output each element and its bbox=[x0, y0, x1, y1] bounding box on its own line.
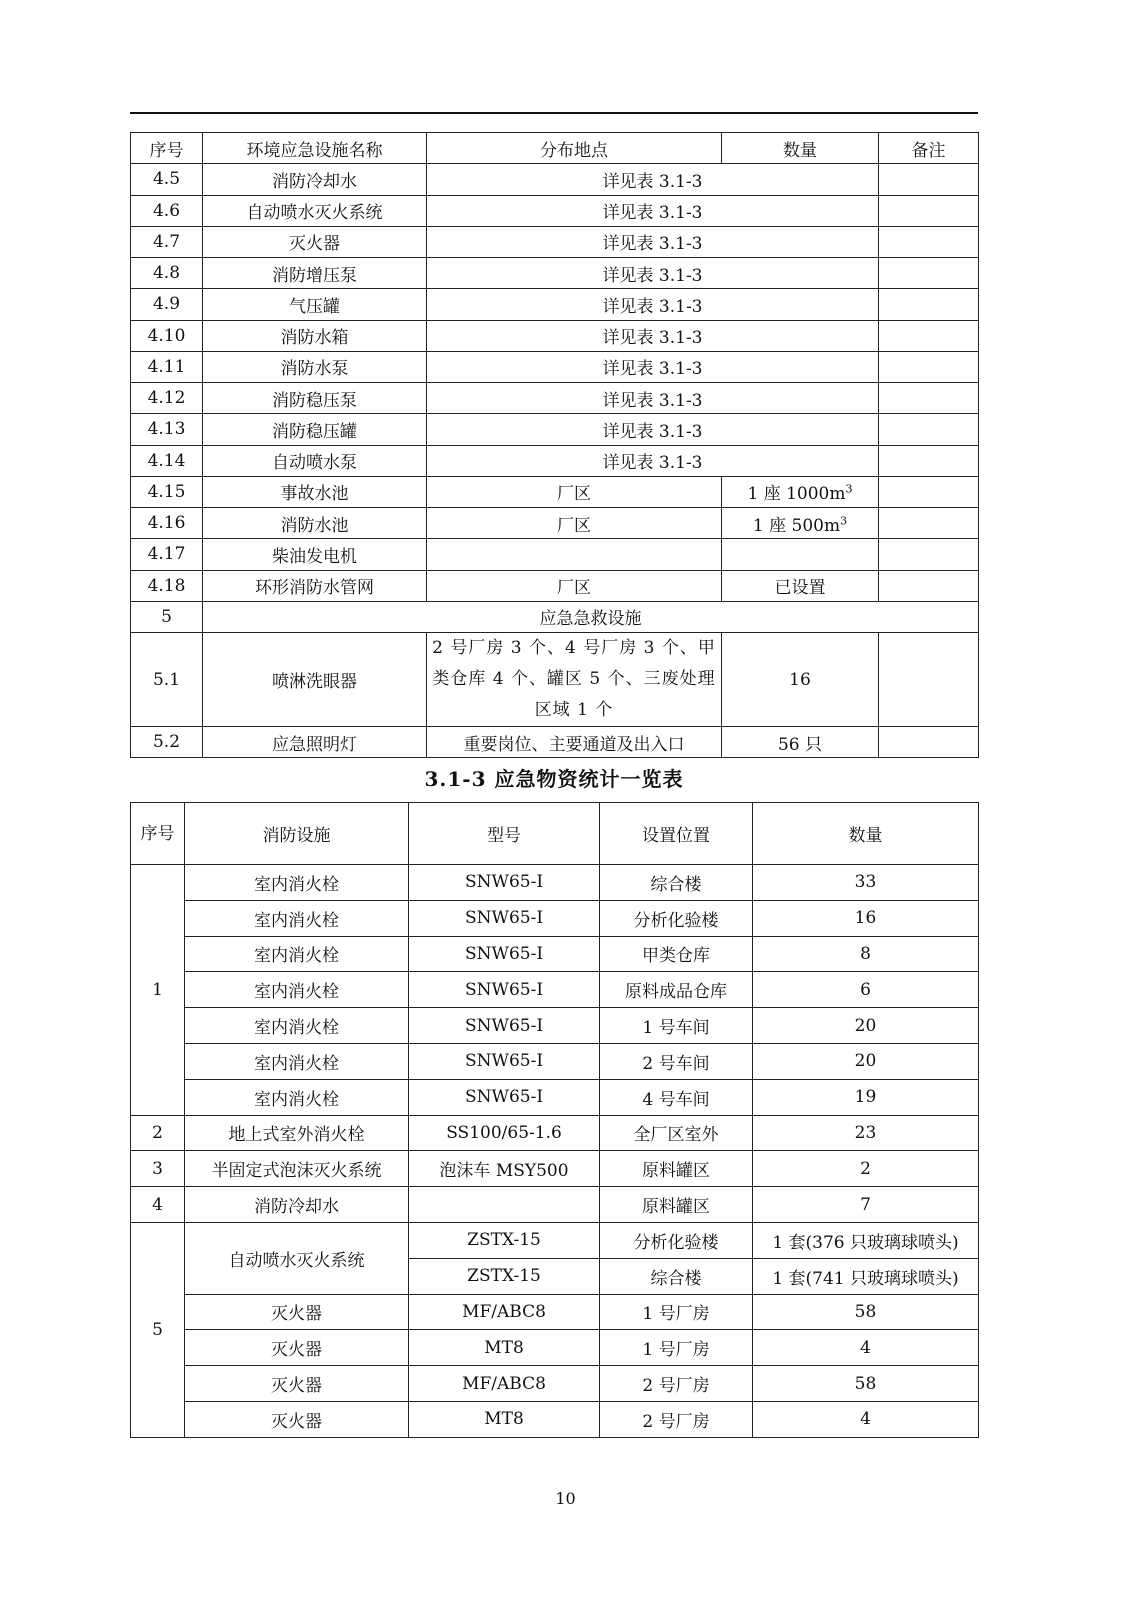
table-row bbox=[131, 1294, 979, 1330]
row-model bbox=[409, 1187, 600, 1223]
row-quantity: 2 bbox=[753, 1151, 979, 1187]
row-location: 厂区 bbox=[427, 570, 722, 601]
row-quantity: 已设置 bbox=[722, 570, 879, 601]
row-facility: 室内消火栓 bbox=[185, 936, 409, 972]
column-header-facility: 消防设施 bbox=[185, 803, 409, 865]
row-position: 分析化验楼 bbox=[600, 1222, 753, 1258]
row-quantity: 19 bbox=[753, 1079, 979, 1115]
row-no: 5.2 bbox=[131, 727, 203, 758]
row-location: 详见表 3.1-3 bbox=[427, 195, 879, 226]
row-position: 2 号车间 bbox=[600, 1043, 753, 1079]
header-rule bbox=[130, 112, 978, 114]
row-no: 4.14 bbox=[131, 445, 203, 476]
row-quantity: 8 bbox=[753, 936, 979, 972]
row-no: 4.8 bbox=[131, 258, 203, 289]
row-quantity: 16 bbox=[722, 633, 879, 727]
table-row bbox=[131, 1187, 979, 1223]
row-facility: 室内消火栓 bbox=[185, 1079, 409, 1115]
row-facility: 室内消火栓 bbox=[185, 865, 409, 901]
row-model: MF/ABC8 bbox=[409, 1294, 600, 1330]
row-model: 泡沫车 MSY500 bbox=[409, 1151, 600, 1187]
table-row bbox=[131, 727, 979, 758]
row-location: 详见表 3.1-3 bbox=[427, 445, 879, 476]
row-no: 4.7 bbox=[131, 226, 203, 257]
table-row bbox=[131, 351, 979, 382]
table-row bbox=[131, 1222, 979, 1258]
row-remark bbox=[879, 727, 979, 758]
table-row bbox=[131, 1151, 979, 1187]
table-row bbox=[131, 900, 979, 936]
row-quantity bbox=[722, 476, 879, 507]
row-quantity bbox=[722, 539, 879, 570]
row-name: 消防稳压泵 bbox=[203, 383, 427, 414]
table-row bbox=[131, 1330, 979, 1366]
column-header-position: 设置位置 bbox=[600, 803, 753, 865]
table-row bbox=[131, 1079, 979, 1115]
unit-superscript: 3 bbox=[845, 482, 853, 496]
row-no: 4.11 bbox=[131, 351, 203, 382]
column-header-quantity: 数量 bbox=[722, 133, 879, 164]
row-facility: 室内消火栓 bbox=[185, 1043, 409, 1079]
row-no: 4.10 bbox=[131, 320, 203, 351]
row-quantity: 20 bbox=[753, 1043, 979, 1079]
row-remark bbox=[879, 320, 979, 351]
row-remark bbox=[879, 414, 979, 445]
row-no: 4.13 bbox=[131, 414, 203, 445]
row-remark bbox=[879, 633, 979, 727]
table-row bbox=[131, 289, 979, 320]
row-facility: 地上式室外消火栓 bbox=[185, 1115, 409, 1151]
row-name: 环形消防水管网 bbox=[203, 570, 427, 601]
row-location: 详见表 3.1-3 bbox=[427, 351, 879, 382]
row-name: 消防冷却水 bbox=[203, 164, 427, 195]
row-facility: 灭火器 bbox=[185, 1401, 409, 1437]
row-remark bbox=[879, 508, 979, 539]
row-name: 气压罐 bbox=[203, 289, 427, 320]
unit-superscript: 3 bbox=[840, 513, 848, 527]
row-facility: 灭火器 bbox=[185, 1294, 409, 1330]
row-facility: 室内消火栓 bbox=[185, 972, 409, 1008]
table-row bbox=[131, 258, 979, 289]
row-location: 详见表 3.1-3 bbox=[427, 320, 879, 351]
supplies-table bbox=[130, 802, 979, 1438]
table-row bbox=[131, 226, 979, 257]
table-row bbox=[131, 164, 979, 195]
row-location: 重要岗位、主要通道及出入口 bbox=[427, 727, 722, 758]
row-model: SNW65-I bbox=[409, 865, 600, 901]
row-quantity: 58 bbox=[753, 1366, 979, 1402]
row-no: 4.5 bbox=[131, 164, 203, 195]
row-name: 消防稳压罐 bbox=[203, 414, 427, 445]
row-position: 原料罐区 bbox=[600, 1187, 753, 1223]
row-remark bbox=[879, 445, 979, 476]
row-remark bbox=[879, 226, 979, 257]
row-position: 甲类仓库 bbox=[600, 936, 753, 972]
page-number: 10 bbox=[555, 1489, 576, 1508]
table-row bbox=[131, 972, 979, 1008]
row-name: 消防水泵 bbox=[203, 351, 427, 382]
row-position: 全厂区室外 bbox=[600, 1115, 753, 1151]
row-no: 4.16 bbox=[131, 508, 203, 539]
row-model: SNW65-I bbox=[409, 1043, 600, 1079]
row-quantity: 58 bbox=[753, 1294, 979, 1330]
table-header-row bbox=[131, 133, 979, 164]
row-no: 1 bbox=[131, 865, 185, 1116]
row-model: ZSTX-15 bbox=[409, 1222, 600, 1258]
row-position: 综合楼 bbox=[600, 1258, 753, 1294]
row-location: 厂区 bbox=[427, 508, 722, 539]
row-quantity: 7 bbox=[753, 1187, 979, 1223]
row-remark bbox=[879, 195, 979, 226]
row-name: 消防增压泵 bbox=[203, 258, 427, 289]
row-name: 应急照明灯 bbox=[203, 727, 427, 758]
row-name: 消防水池 bbox=[203, 508, 427, 539]
table-row bbox=[131, 1008, 979, 1044]
row-model: MT8 bbox=[409, 1330, 600, 1366]
table-row bbox=[131, 383, 979, 414]
row-model: SNW65-I bbox=[409, 1008, 600, 1044]
row-model: ZSTX-15 bbox=[409, 1258, 600, 1294]
row-location: 详见表 3.1-3 bbox=[427, 226, 879, 257]
column-header-location: 分布地点 bbox=[427, 133, 722, 164]
row-no: 4.9 bbox=[131, 289, 203, 320]
table-row bbox=[131, 865, 979, 901]
column-header-name: 环境应急设施名称 bbox=[203, 133, 427, 164]
row-position: 1 号车间 bbox=[600, 1008, 753, 1044]
facilities-table bbox=[130, 132, 979, 758]
row-no: 5 bbox=[131, 1222, 185, 1437]
row-remark bbox=[879, 476, 979, 507]
row-position: 原料罐区 bbox=[600, 1151, 753, 1187]
row-model: SNW65-I bbox=[409, 936, 600, 972]
row-model: SS100/65-1.6 bbox=[409, 1115, 600, 1151]
row-remark bbox=[879, 539, 979, 570]
row-no: 5.1 bbox=[131, 633, 203, 727]
row-location: 2 号厂房 3 个、4 号厂房 3 个、甲类仓库 4 个、罐区 5 个、三废处理区域 1 个 bbox=[427, 633, 722, 727]
row-quantity: 20 bbox=[753, 1008, 979, 1044]
row-quantity bbox=[722, 508, 879, 539]
row-position: 综合楼 bbox=[600, 865, 753, 901]
row-position: 2 号厂房 bbox=[600, 1366, 753, 1402]
row-facility: 自动喷水灭火系统 bbox=[185, 1222, 409, 1294]
table-row bbox=[131, 570, 979, 601]
row-facility: 灭火器 bbox=[185, 1330, 409, 1366]
row-name: 消防水箱 bbox=[203, 320, 427, 351]
row-no: 4.12 bbox=[131, 383, 203, 414]
table-caption: 3.1-3 应急物资统计一览表 bbox=[424, 767, 684, 791]
row-facility: 灭火器 bbox=[185, 1366, 409, 1402]
row-position: 4 号车间 bbox=[600, 1079, 753, 1115]
table-row bbox=[131, 1401, 979, 1437]
row-facility: 室内消火栓 bbox=[185, 1008, 409, 1044]
row-name: 自动喷水泵 bbox=[203, 445, 427, 476]
table-row bbox=[131, 936, 979, 972]
row-position: 1 号厂房 bbox=[600, 1294, 753, 1330]
row-no: 4.6 bbox=[131, 195, 203, 226]
table-row bbox=[131, 1366, 979, 1402]
row-remark bbox=[879, 258, 979, 289]
table-row bbox=[131, 539, 979, 570]
row-position: 2 号厂房 bbox=[600, 1401, 753, 1437]
table-row bbox=[131, 633, 979, 727]
table-row bbox=[131, 320, 979, 351]
row-location: 详见表 3.1-3 bbox=[427, 164, 879, 195]
row-name: 灭火器 bbox=[203, 226, 427, 257]
row-quantity: 1 套(741 只玻璃球喷头) bbox=[753, 1258, 979, 1294]
column-header-no: 序号 bbox=[131, 133, 203, 164]
table-row bbox=[131, 476, 979, 507]
row-location: 详见表 3.1-3 bbox=[427, 383, 879, 414]
row-no: 3 bbox=[131, 1151, 185, 1187]
row-location: 详见表 3.1-3 bbox=[427, 289, 879, 320]
row-name: 柴油发电机 bbox=[203, 539, 427, 570]
row-location: 详见表 3.1-3 bbox=[427, 414, 879, 445]
row-no: 4 bbox=[131, 1187, 185, 1223]
row-no: 5 bbox=[131, 601, 203, 632]
column-header-remark: 备注 bbox=[879, 133, 979, 164]
row-name: 事故水池 bbox=[203, 476, 427, 507]
section-row bbox=[131, 601, 979, 632]
table-row bbox=[131, 445, 979, 476]
column-header-no: 序号 bbox=[131, 803, 185, 865]
row-quantity: 23 bbox=[753, 1115, 979, 1151]
quantity-text: 1 座 1000m bbox=[747, 484, 846, 505]
row-remark bbox=[879, 164, 979, 195]
row-model: MT8 bbox=[409, 1401, 600, 1437]
row-model: SNW65-I bbox=[409, 900, 600, 936]
row-facility: 消防冷却水 bbox=[185, 1187, 409, 1223]
row-location bbox=[427, 539, 722, 570]
row-position: 分析化验楼 bbox=[600, 900, 753, 936]
table-row bbox=[131, 508, 979, 539]
row-quantity: 33 bbox=[753, 865, 979, 901]
table-header-row bbox=[131, 803, 979, 865]
row-no: 4.17 bbox=[131, 539, 203, 570]
table-row bbox=[131, 195, 979, 226]
row-name: 喷淋洗眼器 bbox=[203, 633, 427, 727]
row-quantity: 4 bbox=[753, 1401, 979, 1437]
column-header-model: 型号 bbox=[409, 803, 600, 865]
table-row bbox=[131, 414, 979, 445]
row-quantity: 6 bbox=[753, 972, 979, 1008]
row-quantity: 4 bbox=[753, 1330, 979, 1366]
row-model: SNW65-I bbox=[409, 1079, 600, 1115]
table-row bbox=[131, 1115, 979, 1151]
row-quantity: 56 只 bbox=[722, 727, 879, 758]
row-model: MF/ABC8 bbox=[409, 1366, 600, 1402]
row-no: 2 bbox=[131, 1115, 185, 1151]
row-no: 4.15 bbox=[131, 476, 203, 507]
row-position: 原料成品仓库 bbox=[600, 972, 753, 1008]
row-no: 4.18 bbox=[131, 570, 203, 601]
quantity-text: 1 座 500m bbox=[752, 515, 841, 536]
row-name: 自动喷水灭火系统 bbox=[203, 195, 427, 226]
row-facility: 室内消火栓 bbox=[185, 900, 409, 936]
column-header-quantity: 数量 bbox=[753, 803, 979, 865]
row-quantity: 16 bbox=[753, 900, 979, 936]
row-remark bbox=[879, 351, 979, 382]
row-remark bbox=[879, 383, 979, 414]
table-row bbox=[131, 1043, 979, 1079]
row-position: 1 号厂房 bbox=[600, 1330, 753, 1366]
row-remark bbox=[879, 289, 979, 320]
row-facility: 半固定式泡沫灭火系统 bbox=[185, 1151, 409, 1187]
section-title: 应急急救设施 bbox=[203, 601, 979, 632]
row-location: 详见表 3.1-3 bbox=[427, 258, 879, 289]
row-model: SNW65-I bbox=[409, 972, 600, 1008]
row-quantity: 1 套(376 只玻璃球喷头) bbox=[753, 1222, 979, 1258]
row-location: 厂区 bbox=[427, 476, 722, 507]
row-remark bbox=[879, 570, 979, 601]
